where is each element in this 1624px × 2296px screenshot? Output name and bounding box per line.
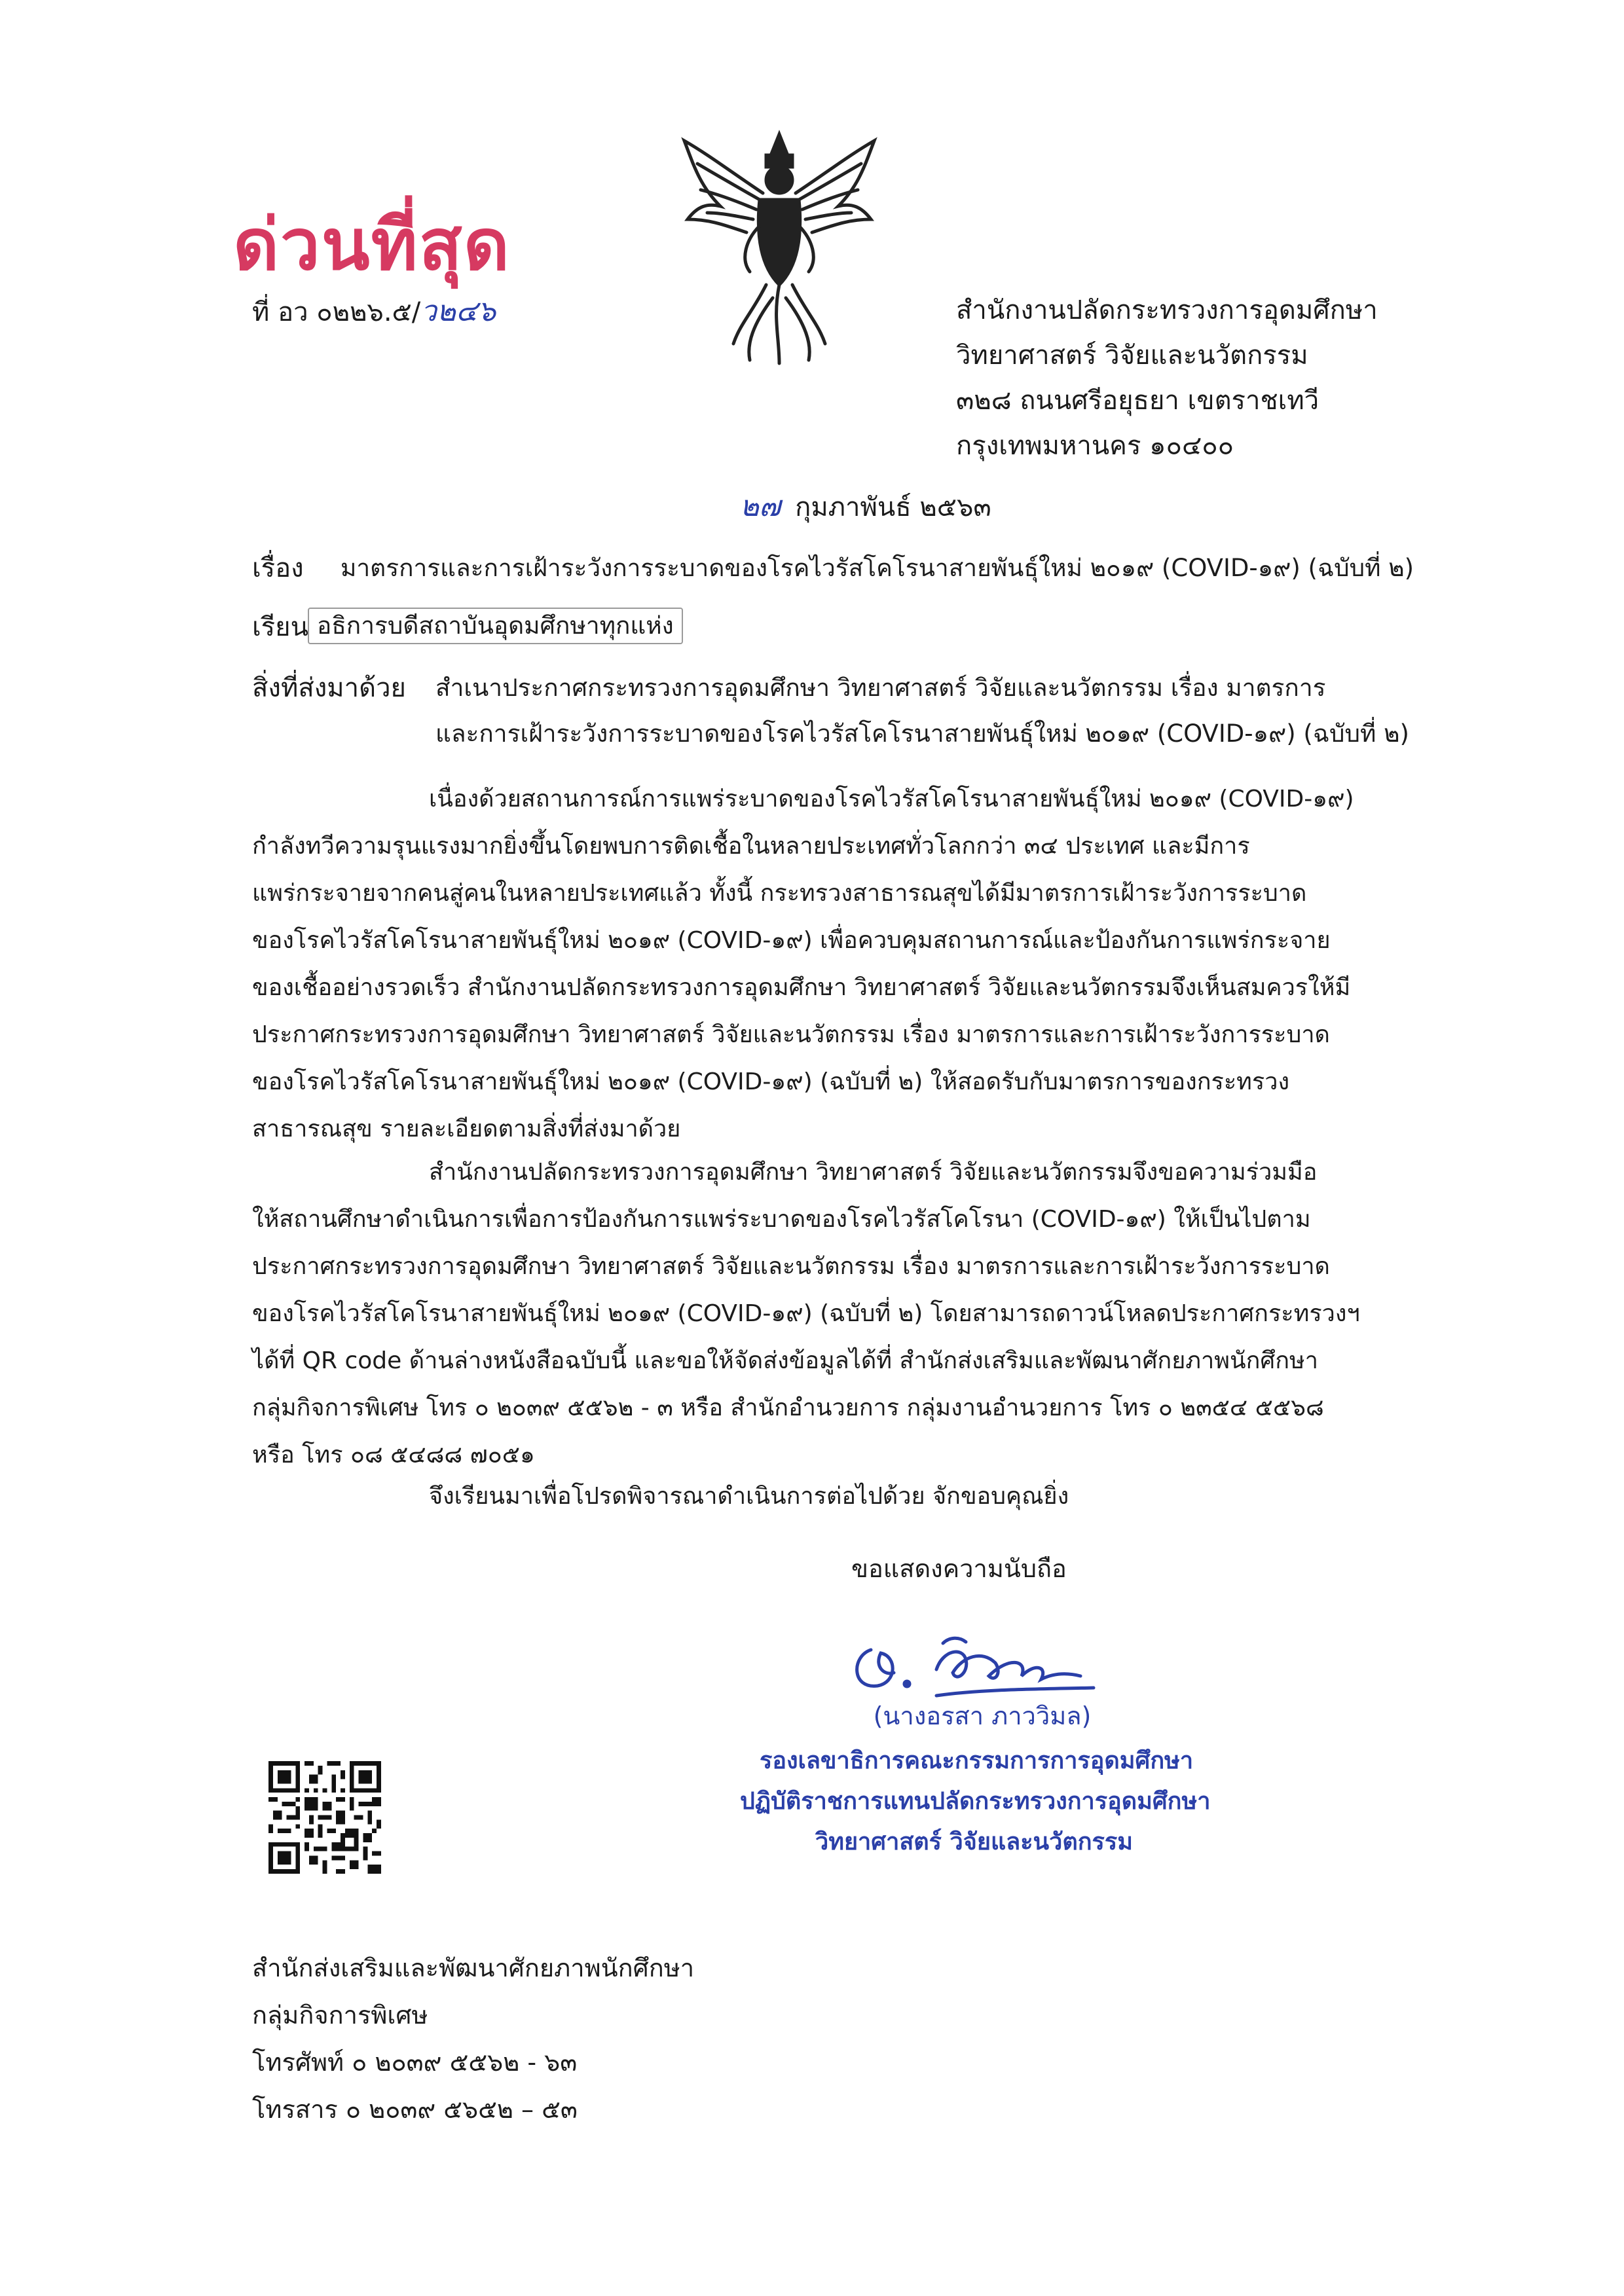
subject-label: เรื่อง [252, 553, 304, 583]
address-line: วิทยาศาสตร์ วิจัยและนวัตกรรม [956, 340, 1308, 371]
closing-salutation: ขอแสดงความนับถือ [851, 1554, 1067, 1583]
paragraph-line: ประกาศกระทรวงการอุดมศึกษา วิทยาศาสตร์ วิจัยและนวัตกรรม เรื่อง มาตรการและการเฝ้าระวังการระบาด [252, 1253, 1330, 1280]
address-line: กรุงเทพมหานคร ๑๐๔๐๐ [956, 431, 1234, 461]
body-paragraph-1 [252, 776, 1424, 1153]
recipient-value: อธิการบดีสถาบันอุดมศึกษาทุกแห่ง [308, 608, 683, 644]
enclosure-line: สำเนาประกาศกระทรวงการอุดมศึกษา วิทยาศาสตร์ วิจัยและนวัตกรรม เรื่อง มาตรการ [435, 674, 1326, 702]
contact-line: กลุ่มกิจการพิเศษ [252, 2001, 428, 2030]
signer-name: (นางอรสา ภาววิมล) [873, 1702, 1092, 1730]
subject-value: มาตรการและการเฝ้าระวังการระบาดของโรคไวรัสโคโรนาสายพันธุ์ใหม่ ๒๐๑๙ (COVID-๑๙) (ฉบับที่ ๒) [341, 554, 1414, 582]
paragraph-line: ของโรคไวรัสโคโรนาสายพันธุ์ใหม่ ๒๐๑๙ (COVID-๑๙) (ฉบับที่ ๒) โดยสามารถดาวน์โหลดประกาศกระทรวงฯ [252, 1300, 1360, 1327]
document-date [740, 490, 991, 524]
contact-line: สำนักส่งเสริมและพัฒนาศักยภาพนักศึกษา [252, 1954, 695, 1982]
paragraph-line: ประกาศกระทรวงการอุดมศึกษา วิทยาศาสตร์ วิจัยและนวัตกรรม เรื่อง มาตรการและการเฝ้าระวังการระบาด [252, 1021, 1330, 1048]
document-number-prefix: ที่ อว ๐๒๒๖.๕/ [252, 297, 421, 327]
paragraph-line: กลุ่มกิจการพิเศษ โทร ๐ ๒๐๓๙ ๕๕๖๒ - ๓ หรือ สำนักอำนวยการ กลุ่มงานอำนวยการ โทร ๐ ๒๓๕๔ ๕๕๖๘ [252, 1394, 1324, 1421]
recipient-label: เรียน [252, 612, 308, 642]
paragraph-line: ให้สถานศึกษาดำเนินการเพื่อการป้องกันการแพร่ระบาดของโรคไวรัสโคโรนา (COVID-๑๙) ให้เป็นไปตาม [252, 1206, 1311, 1233]
signer-position: ปฏิบัติราชการแทนปลัดกระทรวงการอุดมศึกษา [740, 1788, 1211, 1815]
body-paragraph-2 [252, 1149, 1424, 1479]
qr-code-icon[interactable] [268, 1761, 381, 1874]
date-handwritten: ๒๗ [740, 490, 781, 523]
urgent-stamp: ด่วนที่สุด [233, 204, 511, 286]
address-line: ๓๒๘ ถนนศรีอยุธยา เขตราชเทวี [956, 386, 1320, 416]
enclosure-line: และการเฝ้าระวังการระบาดของโรคไวรัสโคโรนาสายพันธุ์ใหม่ ๒๐๑๙ (COVID-๑๙) (ฉบับที่ ๒) [435, 720, 1409, 748]
signature-icon [832, 1611, 1107, 1709]
sender-address [956, 288, 1378, 469]
signer-position: รองเลขาธิการคณะกรรมการการอุดมศึกษา [760, 1747, 1194, 1774]
paragraph-line: ได้ที่ QR code ด้านล่างหนังสือฉบับนี้ และขอให้จัดส่งข้อมูลได้ที่ สำนักส่งเสริมและพัฒนาศักยภาพนักศึกษา [252, 1347, 1318, 1374]
paragraph-line: เนื่องด้วยสถานการณ์การแพร่ระบาดของโรคไวรัสโคโรนาสายพันธุ์ใหม่ ๒๐๑๙ (COVID-๑๙) [429, 786, 1354, 812]
address-line: สำนักงานปลัดกระทรวงการอุดมศึกษา [956, 295, 1378, 325]
paragraph-line: หรือ โทร ๐๘ ๕๔๘๘ ๗๐๕๑ [252, 1442, 535, 1468]
signer-position: วิทยาศาสตร์ วิจัยและนวัตกรรม [815, 1829, 1133, 1855]
contact-block [252, 1944, 694, 2133]
paragraph-line: ของเชื้ออย่างรวดเร็ว สำนักงานปลัดกระทรวงการอุดมศึกษา วิทยาศาสตร์ วิจัยและนวัตกรรมจึงเห็นสมควรให้มี [252, 974, 1351, 1001]
paragraph-line: ของโรคไวรัสโคโรนาสายพันธุ์ใหม่ ๒๐๑๙ (COVID-๑๙) เพื่อควบคุมสถานการณ์และป้องกันการแพร่กระจาย [252, 927, 1331, 954]
paragraph-line: สาธารณสุข รายละเอียดตามสิ่งที่ส่งมาด้วย [252, 1116, 681, 1142]
enclosure-label: สิ่งที่ส่งมาด้วย [252, 673, 406, 703]
paragraph-line: สำนักงานปลัดกระทรวงการอุดมศึกษา วิทยาศาสตร์ วิจัยและนวัตกรรมจึงขอความร่วมมือ [429, 1159, 1318, 1186]
paragraph-line: กำลังทวีความรุนแรงมากยิ่งขึ้นโดยพบการติดเชื้อในหลายประเทศทั่วโลกกว่า ๓๔ ประเทศ และมีการ [252, 833, 1250, 860]
contact-line: โทรศัพท์ ๐ ๒๐๓๙ ๕๕๖๒ - ๖๓ [252, 2048, 578, 2077]
document-number-handwritten: ว๒๔๖ [420, 295, 496, 328]
document-number [252, 295, 496, 329]
body-paragraph-3 [252, 1473, 1424, 1520]
garuda-emblem-icon [674, 128, 884, 370]
paragraph-line: แพร่กระจายจากคนสู่คนในหลายประเทศแล้ว ทั้งนี้ กระทรวงสาธารณสุขได้มีมาตรการเฝ้าระวังการระบาด [252, 880, 1307, 907]
date-text: กุมภาพันธ์ ๒๕๖๓ [795, 492, 991, 522]
paragraph-line: ของโรคไวรัสโคโรนาสายพันธุ์ใหม่ ๒๐๑๙ (COVID-๑๙) (ฉบับที่ ๒) ให้สอดรับกับมาตรการของกระทรวง [252, 1068, 1290, 1095]
contact-line: โทรสาร ๐ ๒๐๓๙ ๕๖๕๒ – ๕๓ [252, 2095, 578, 2124]
paragraph-line: จึงเรียนมาเพื่อโปรดพิจารณาดำเนินการต่อไปด้วย จักขอบคุณยิ่ง [429, 1483, 1069, 1510]
